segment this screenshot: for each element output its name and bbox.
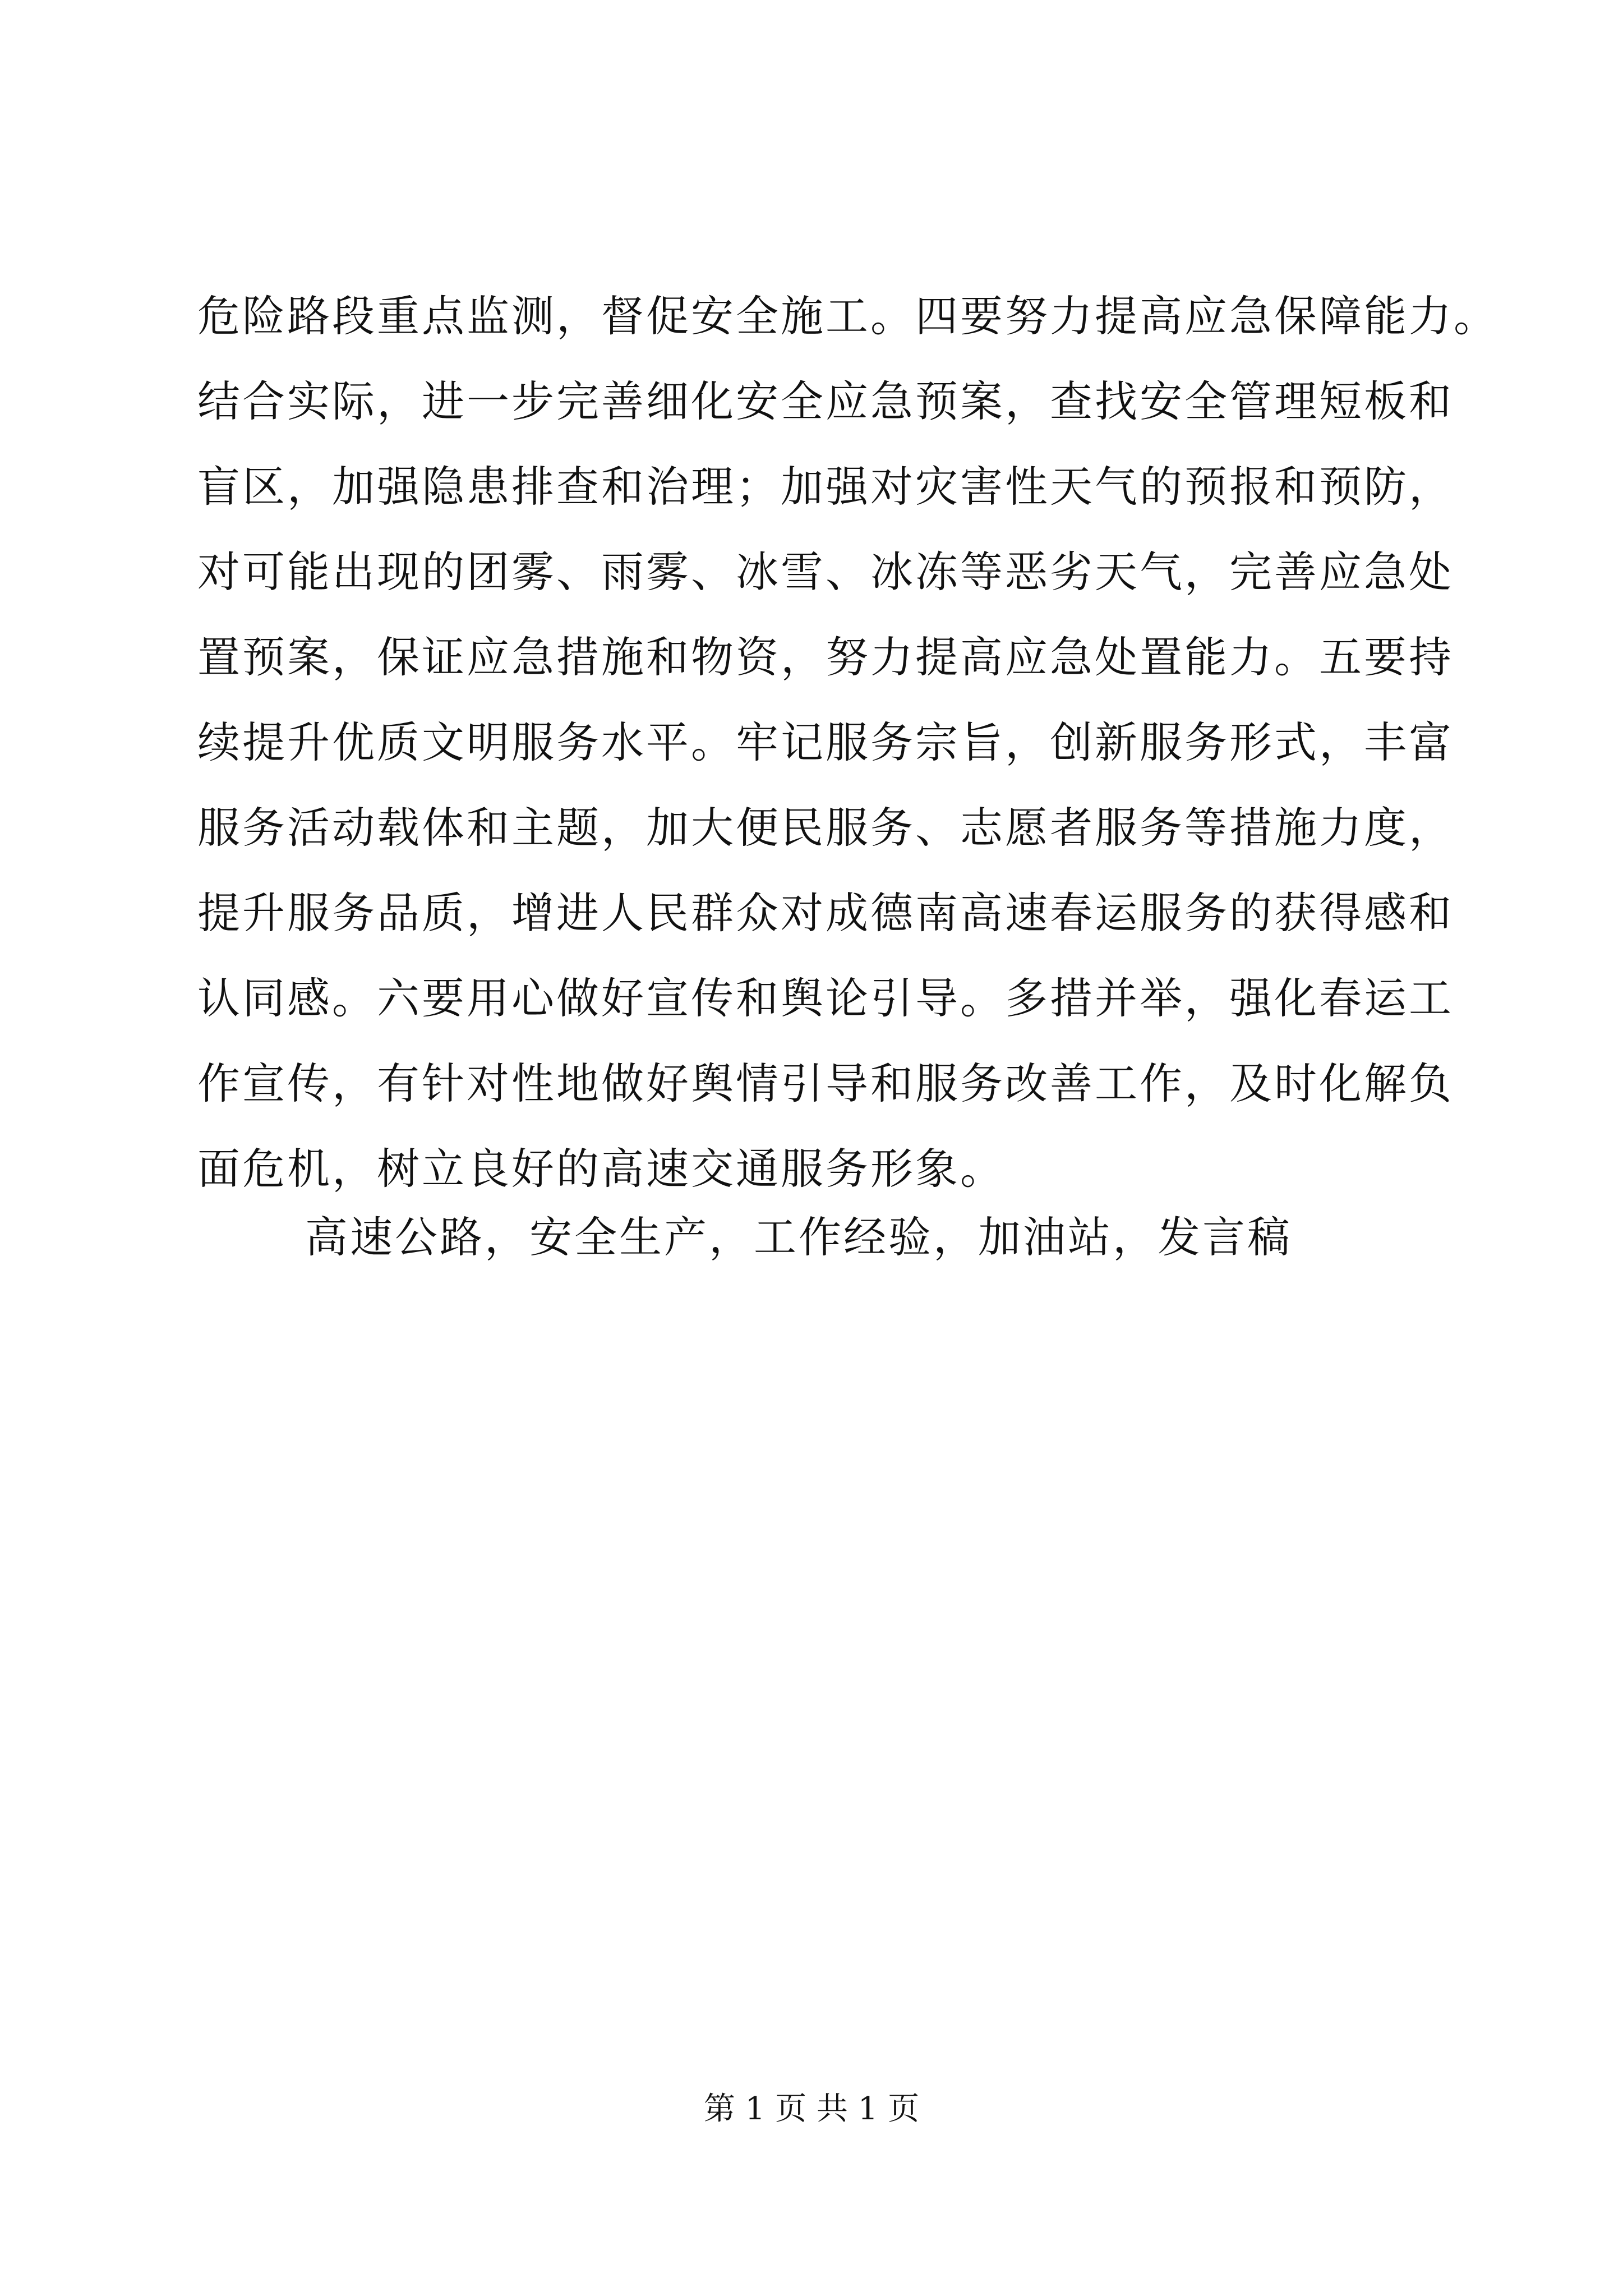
body-line: 面危机，树立良好的高速交通服务形象。 (197, 1144, 1005, 1194)
body-line: 认同感。六要用心做好宣传和舆论引导。多措并举，强化春运工 (197, 973, 1454, 1023)
body-line: 盲区，加强隐患排查和治理；加强对灾害性天气的预报和预防， (197, 462, 1454, 512)
body-line: 作宣传，有针对性地做好舆情引导和服务改善工作，及时化解负 (197, 1059, 1454, 1108)
body-line: 置预案，保证应急措施和物资，努力提高应急处置能力。五要持 (197, 632, 1454, 682)
body-line: 续提升优质文明服务水平。牢记服务宗旨，创新服务形式，丰富 (197, 717, 1454, 767)
body-line: 提升服务品质，增进人民群众对成德南高速春运服务的获得感和 (197, 888, 1454, 938)
page-footer: 第 1 页 共 1 页 (703, 2091, 920, 2127)
body-line: 对可能出现的团雾、雨雾、冰雪、冰冻等恶劣天气，完善应急处 (197, 547, 1454, 597)
body-line: 危险路段重点监测，督促安全施工。四要努力提高应急保障能力。 (197, 291, 1498, 341)
body-line: 结合实际，进一步完善细化安全应急预案，查找安全管理短板和 (197, 376, 1454, 426)
keywords-line: 高速公路，安全生产，工作经验，加油站，发言稿 (305, 1212, 1292, 1262)
body-line: 服务活动载体和主题，加大便民服务、志愿者服务等措施力度， (197, 803, 1454, 853)
body-paragraph (197, 274, 1498, 1212)
